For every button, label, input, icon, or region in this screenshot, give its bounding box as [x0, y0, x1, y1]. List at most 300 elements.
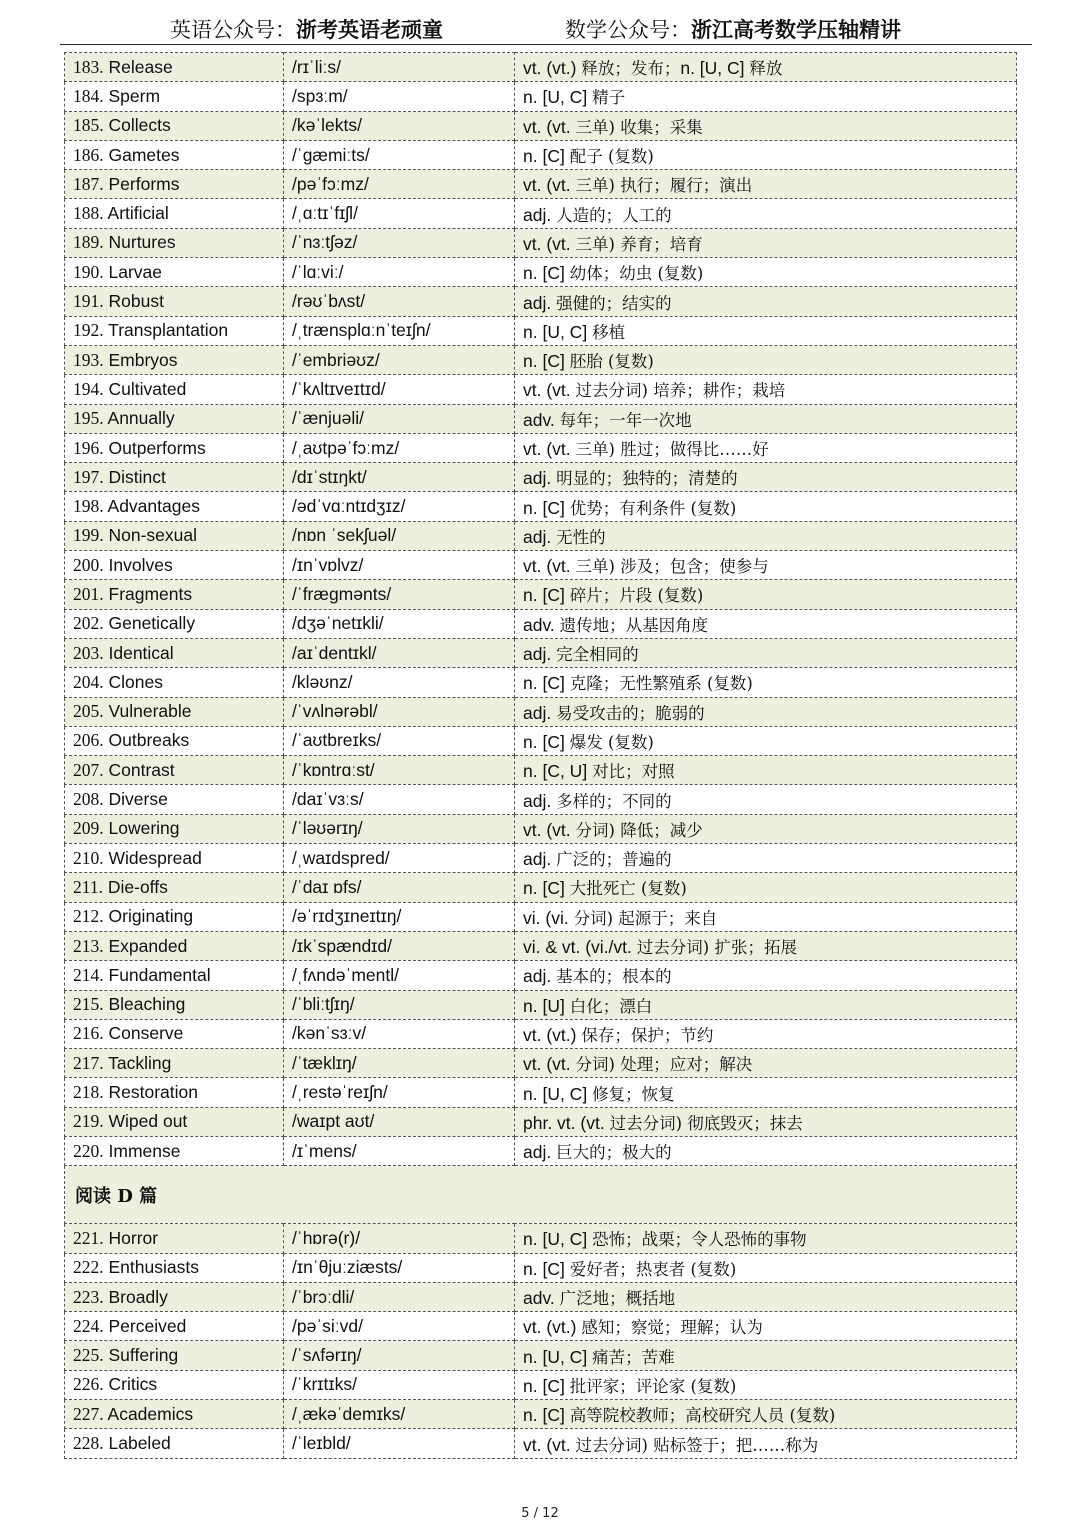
- entry-phonetic: /daɪˈvɜːs/: [292, 789, 364, 810]
- entry-pos: adj.: [523, 292, 552, 313]
- entry-pos: adj.: [523, 966, 552, 987]
- entry-word: Fragments: [108, 583, 193, 604]
- entry-number: 201.: [73, 583, 104, 604]
- vocab-table: [64, 52, 1017, 1459]
- entry-phonetic: /aɪˈdentɪkl/: [292, 642, 377, 663]
- word-cell: [65, 873, 284, 902]
- phonetic-cell: [284, 1370, 515, 1399]
- entry-meaning: 多样的；不同的: [556, 791, 672, 811]
- meaning-cell: [515, 1107, 1017, 1136]
- entry-phonetic: /ˈləʊərɪŋ/: [292, 818, 363, 839]
- entry-word: Gametes: [108, 144, 180, 165]
- word-cell: [65, 814, 284, 843]
- word-cell: [65, 668, 284, 697]
- meaning-cell: [515, 1253, 1017, 1282]
- phonetic-cell: [284, 1429, 515, 1458]
- phonetic-cell: [284, 170, 515, 199]
- entry-number: 184.: [73, 85, 104, 106]
- word-cell: [65, 140, 284, 169]
- entry-phonetic: /ˈnɜːtʃəz/: [292, 232, 358, 253]
- table-row: [65, 1019, 1017, 1048]
- entry-phonetic: /pəˈfɔːmz/: [292, 173, 369, 194]
- table-row: [65, 316, 1017, 345]
- entry-phonetic: /waɪpt aʊt/: [292, 1111, 375, 1132]
- entry-meaning: 分词) 处理；应对；解决: [575, 1055, 753, 1075]
- meaning-cell: [515, 1136, 1017, 1165]
- entry-phonetic: /ˈaʊtbreɪks/: [292, 730, 382, 751]
- table-row: [65, 902, 1017, 931]
- entry-number: 197.: [73, 466, 104, 487]
- phonetic-cell: [284, 258, 515, 287]
- math-account-label: 数学公众号：: [565, 18, 691, 42]
- word-cell: [65, 1253, 284, 1282]
- entry-phonetic: /ˈdaɪ ɒfs/: [292, 876, 362, 897]
- entry-pos: vt. (vt.): [523, 1317, 577, 1338]
- table-row: [65, 931, 1017, 960]
- entry-number: 209.: [73, 818, 104, 839]
- phonetic-cell: [284, 609, 515, 638]
- entry-meaning: 强健的；结实的: [556, 293, 672, 313]
- word-cell: [65, 902, 284, 931]
- word-cell: [65, 258, 284, 287]
- entry-word: Die-offs: [107, 876, 168, 897]
- entry-pos: n. [C]: [523, 1375, 565, 1396]
- math-account-name: 浙江高考数学压轴精讲: [691, 17, 901, 42]
- entry-meaning: 配子 (复数): [569, 147, 654, 167]
- entry-meaning: 易受攻击的；脆弱的: [556, 703, 705, 723]
- entry-meaning: 无性的: [556, 527, 606, 547]
- entry-meaning: 保存；保护；节约: [581, 1025, 714, 1045]
- word-cell: [65, 170, 284, 199]
- entry-phonetic: /ˈbrɔːdli/: [292, 1286, 355, 1307]
- table-row: [65, 111, 1017, 140]
- entry-meaning: 对比；对照: [592, 762, 675, 782]
- entry-phonetic: /ˈsʌfərɪŋ/: [292, 1345, 362, 1366]
- meaning-cell: [515, 990, 1017, 1019]
- entry-phonetic: /ˈhɒrə(r)/: [292, 1227, 361, 1248]
- entry-meaning: 碎片；片段 (复数): [569, 586, 704, 606]
- entry-phonetic: /kləʊnz/: [292, 671, 353, 692]
- meaning-cell: [515, 1429, 1017, 1458]
- entry-number: 227.: [73, 1403, 104, 1424]
- math-account: [565, 14, 901, 44]
- entry-pos: vt. (vt.: [523, 819, 571, 840]
- entry-word: Release: [108, 56, 173, 77]
- entry-word: Conserve: [108, 1023, 184, 1044]
- meaning-cell: [515, 1224, 1017, 1253]
- word-cell: [65, 199, 284, 228]
- entry-meaning: 感知；察觉；理解；认为: [581, 1318, 763, 1338]
- phonetic-cell: [284, 961, 515, 990]
- table-row: [65, 990, 1017, 1019]
- entry-number: 212.: [73, 906, 104, 927]
- entry-number: 196.: [73, 437, 104, 458]
- entry-number: 208.: [73, 789, 104, 810]
- phonetic-cell: [284, 287, 515, 316]
- entry-pos: vt. (vt.: [523, 1434, 571, 1455]
- entry-number: 213.: [73, 935, 104, 956]
- entry-phonetic: /ˌaʊtpəˈfɔːmz/: [292, 437, 400, 458]
- phonetic-cell: [284, 1078, 515, 1107]
- entry-word: Annually: [107, 408, 175, 429]
- entry-phonetic: /spɜːm/: [292, 85, 348, 106]
- entry-pos: n. [U, C]: [523, 1083, 588, 1104]
- table-row: [65, 140, 1017, 169]
- phonetic-cell: [284, 756, 515, 785]
- entry-number: 193.: [73, 349, 104, 370]
- entry-phonetic: /ɪnˈvɒlvz/: [292, 554, 364, 575]
- entry-meaning: 高等院校教师；高校研究人员 (复数): [569, 1406, 836, 1426]
- entry-word: Artificial: [107, 203, 169, 224]
- phonetic-cell: [284, 199, 515, 228]
- phonetic-cell: [284, 463, 515, 492]
- entry-word: Clones: [108, 671, 163, 692]
- entry-phonetic: /ˈkɒntrɑːst/: [292, 759, 375, 780]
- table-row: [65, 1107, 1017, 1136]
- entry-meaning-2: 释放: [749, 59, 783, 79]
- meaning-cell: [515, 375, 1017, 404]
- table-row: [65, 53, 1017, 82]
- entry-meaning: 释放；发布；: [581, 59, 681, 79]
- entry-pos: n. [U, C]: [523, 1346, 588, 1367]
- word-cell: [65, 1049, 284, 1078]
- entry-number: 224.: [73, 1315, 104, 1336]
- entry-number: 223.: [73, 1286, 104, 1307]
- phonetic-cell: [284, 1341, 515, 1370]
- entry-phonetic: /ˌrestəˈreɪʃn/: [292, 1082, 388, 1103]
- entry-word: Genetically: [108, 613, 196, 634]
- meaning-cell: [515, 170, 1017, 199]
- entry-number: 198.: [73, 496, 104, 517]
- entry-pos: adv.: [523, 409, 555, 430]
- entry-number: 221.: [73, 1227, 104, 1248]
- entry-pos: n. [U, C]: [523, 87, 588, 108]
- word-cell: [65, 1370, 284, 1399]
- entry-number: 183.: [73, 56, 104, 77]
- meaning-cell: [515, 492, 1017, 521]
- table-row: [65, 785, 1017, 814]
- phonetic-cell: [284, 726, 515, 755]
- entry-word: Horror: [108, 1227, 159, 1248]
- word-cell: [65, 756, 284, 785]
- meaning-cell: [515, 228, 1017, 257]
- entry-meaning: 过去分词) 培养；耕作；栽培: [575, 381, 786, 401]
- entry-phonetic: /ˌækəˈdemɪks/: [292, 1403, 406, 1424]
- table-row: [65, 82, 1017, 111]
- entry-meaning: 克隆；无性繁殖系 (复数): [569, 674, 753, 694]
- entry-word: Critics: [108, 1374, 158, 1395]
- entry-word: Identical: [108, 642, 174, 663]
- meaning-cell: [515, 1370, 1017, 1399]
- entry-pos: vt. (vt.: [523, 1054, 571, 1075]
- entry-number: 185.: [73, 115, 104, 136]
- phonetic-cell: [284, 668, 515, 697]
- entry-word: Suffering: [108, 1345, 179, 1366]
- entry-word: Tackling: [108, 1052, 172, 1073]
- meaning-cell: [515, 931, 1017, 960]
- word-cell: [65, 638, 284, 667]
- phonetic-cell: [284, 1400, 515, 1429]
- entry-meaning: 三单) 涉及；包含；使参与: [575, 557, 769, 577]
- meaning-cell: [515, 1400, 1017, 1429]
- entry-number: 216.: [73, 1023, 104, 1044]
- entry-word: Fundamental: [108, 964, 211, 985]
- table-row: [65, 580, 1017, 609]
- word-cell: [65, 726, 284, 755]
- entry-phonetic: /ˈkʌltɪveɪtɪd/: [292, 378, 386, 399]
- entry-pos: n. [C]: [523, 497, 565, 518]
- entry-number: 200.: [73, 554, 104, 575]
- entry-word: Vulnerable: [108, 701, 192, 722]
- word-cell: [65, 697, 284, 726]
- meaning-cell: [515, 814, 1017, 843]
- meaning-cell: [515, 1078, 1017, 1107]
- entry-phonetic: /ˈænjuəli/: [292, 408, 364, 429]
- word-cell: [65, 1429, 284, 1458]
- word-cell: [65, 345, 284, 374]
- table-row: [65, 961, 1017, 990]
- phonetic-cell: [284, 814, 515, 843]
- entry-phonetic: /rɪˈliːs/: [292, 56, 341, 77]
- entry-word: Originating: [108, 906, 194, 927]
- table-row: [65, 1224, 1017, 1253]
- section-title: 阅读 D 篇: [65, 1166, 1017, 1224]
- entry-phonetic: /ɪˈmens/: [292, 1140, 357, 1161]
- word-cell: [65, 228, 284, 257]
- entry-word: Advantages: [107, 496, 200, 517]
- word-cell: [65, 609, 284, 638]
- meaning-cell: [515, 404, 1017, 433]
- meaning-cell: [515, 53, 1017, 82]
- word-cell: [65, 1078, 284, 1107]
- table-row: [65, 463, 1017, 492]
- entry-number: 220.: [73, 1140, 104, 1161]
- meaning-cell: [515, 638, 1017, 667]
- entry-number: 188.: [73, 203, 104, 224]
- entry-number: 217.: [73, 1052, 104, 1073]
- entry-number: 211.: [73, 876, 103, 897]
- table-row: [65, 1429, 1017, 1458]
- table-row: [65, 433, 1017, 462]
- entry-pos-2: n. [U, C]: [680, 58, 745, 79]
- phonetic-cell: [284, 1049, 515, 1078]
- entry-number: 228.: [73, 1433, 104, 1453]
- entry-pos: adj.: [523, 849, 552, 870]
- entry-number: 202.: [73, 613, 104, 634]
- word-cell: [65, 1107, 284, 1136]
- entry-pos: n. [C]: [523, 673, 565, 694]
- meaning-cell: [515, 287, 1017, 316]
- table-row: [65, 404, 1017, 433]
- entry-meaning: 完全相同的: [556, 645, 639, 665]
- word-cell: [65, 844, 284, 873]
- entry-number: 218.: [73, 1082, 104, 1103]
- entry-pos: adj.: [523, 644, 552, 665]
- word-cell: [65, 551, 284, 580]
- phonetic-cell: [284, 1136, 515, 1165]
- word-cell: [65, 404, 284, 433]
- meaning-cell: [515, 1049, 1017, 1078]
- entry-meaning: 基本的；根本的: [556, 967, 672, 987]
- entry-phonetic: /ˌwaɪdspred/: [292, 847, 390, 868]
- entry-word: Perceived: [108, 1315, 187, 1336]
- phonetic-cell: [284, 53, 515, 82]
- entry-word: Involves: [108, 554, 173, 575]
- entry-number: 190.: [73, 261, 104, 282]
- table-row: [65, 814, 1017, 843]
- entry-word: Academics: [107, 1403, 194, 1424]
- entry-pos: vt. (vt.): [523, 58, 577, 79]
- entry-meaning: 分词) 降低；减少: [575, 820, 703, 840]
- phonetic-cell: [284, 433, 515, 462]
- meaning-cell: [515, 756, 1017, 785]
- phonetic-cell: [284, 1253, 515, 1282]
- phonetic-cell: [284, 375, 515, 404]
- entry-phonetic: /ˈembriəʊz/: [292, 349, 380, 370]
- entry-meaning: 修复；恢复: [592, 1084, 675, 1104]
- entry-word: Wiped out: [108, 1111, 188, 1132]
- meaning-cell: [515, 316, 1017, 345]
- table-row: [65, 1049, 1017, 1078]
- entry-pos: n. [U, C]: [523, 321, 588, 342]
- table-row: [65, 287, 1017, 316]
- entry-number: 210.: [73, 847, 104, 868]
- meaning-cell: [515, 873, 1017, 902]
- entry-number: 203.: [73, 642, 104, 663]
- entry-pos: adj.: [523, 468, 552, 489]
- meaning-cell: [515, 345, 1017, 374]
- table-row: [65, 726, 1017, 755]
- entry-meaning: 广泛地；概括地: [559, 1289, 676, 1309]
- entry-number: 206.: [73, 730, 104, 751]
- meaning-cell: [515, 1312, 1017, 1341]
- table-row: [65, 697, 1017, 726]
- entry-word: Non-sexual: [108, 525, 198, 546]
- entry-number: 225.: [73, 1345, 104, 1366]
- phonetic-cell: [284, 638, 515, 667]
- entry-phonetic: /ˈɡæmiːts/: [292, 144, 370, 165]
- table-row: [65, 375, 1017, 404]
- entry-word: Bleaching: [108, 994, 186, 1015]
- entry-number: 192.: [73, 320, 104, 341]
- word-cell: [65, 1224, 284, 1253]
- entry-pos: vt. (vt.: [523, 380, 571, 401]
- entry-word: Diverse: [108, 789, 168, 810]
- word-cell: [65, 287, 284, 316]
- word-cell: [65, 1282, 284, 1311]
- entry-number: 195.: [73, 408, 104, 429]
- entry-phonetic: /ˌfʌndəˈmentl/: [292, 964, 399, 985]
- phonetic-cell: [284, 1282, 515, 1311]
- table-row: [65, 170, 1017, 199]
- table-row: [65, 609, 1017, 638]
- table-row: [65, 668, 1017, 697]
- word-cell: [65, 375, 284, 404]
- meaning-cell: [515, 609, 1017, 638]
- entry-pos: vi. (vi.: [523, 907, 569, 928]
- meaning-cell: [515, 844, 1017, 873]
- entry-pos: n. [C]: [523, 146, 565, 167]
- entry-word: Expanded: [108, 935, 188, 956]
- english-account-label: 英语公众号：: [170, 18, 296, 42]
- word-cell: [65, 1019, 284, 1048]
- entry-word: Lowering: [108, 818, 180, 839]
- meaning-cell: [515, 580, 1017, 609]
- entry-word: Immense: [108, 1140, 181, 1161]
- word-cell: [65, 990, 284, 1019]
- entry-number: 205.: [73, 701, 104, 722]
- word-cell: [65, 1400, 284, 1429]
- page-header: [60, 10, 1032, 45]
- entry-meaning: 恐怖；战栗；令人恐怖的事物: [592, 1230, 807, 1250]
- entry-pos: vt. (vt.): [523, 1024, 577, 1045]
- entry-meaning: 爆发 (复数): [569, 732, 654, 752]
- entry-pos: n. [C]: [523, 351, 565, 372]
- entry-pos: n. [C, U]: [523, 761, 588, 782]
- entry-number: 189.: [73, 232, 104, 253]
- entry-phonetic: /ˈbliːtʃɪŋ/: [292, 994, 355, 1015]
- meaning-cell: [515, 668, 1017, 697]
- entry-phonetic: /ɪnˈθjuːziæsts/: [292, 1257, 403, 1278]
- entry-phonetic: /ˈfræɡmənts/: [292, 583, 392, 604]
- table-row: [65, 1312, 1017, 1341]
- entry-number: 187.: [73, 173, 104, 194]
- meaning-cell: [515, 258, 1017, 287]
- entry-pos: n. [U]: [523, 995, 565, 1016]
- entry-phonetic: /dʒəˈnetɪkli/: [292, 613, 384, 634]
- meaning-cell: [515, 521, 1017, 550]
- table-row: [65, 551, 1017, 580]
- table-row: [65, 492, 1017, 521]
- table-row: [65, 1078, 1017, 1107]
- word-cell: [65, 111, 284, 140]
- entry-meaning: 大批死亡 (复数): [569, 879, 687, 899]
- table-row: [65, 638, 1017, 667]
- entry-meaning: 胚胎 (复数): [569, 352, 654, 372]
- entry-meaning: 三单) 养育；培育: [575, 234, 703, 254]
- entry-phonetic: /ˈleɪbld/: [292, 1433, 351, 1453]
- word-cell: [65, 931, 284, 960]
- entry-meaning: 巨大的；极大的: [556, 1143, 672, 1163]
- entry-meaning: 移植: [592, 322, 626, 342]
- phonetic-cell: [284, 1107, 515, 1136]
- phonetic-cell: [284, 82, 515, 111]
- entry-phonetic: /kənˈsɜːv/: [292, 1023, 367, 1044]
- entry-word: Performs: [108, 173, 180, 194]
- entry-pos: vt. (vt.: [523, 556, 571, 577]
- word-cell: [65, 785, 284, 814]
- entry-word: Robust: [108, 291, 164, 312]
- entry-meaning: 过去分词) 彻底毁灭；抹去: [609, 1113, 803, 1133]
- table-row: [65, 756, 1017, 785]
- meaning-cell: [515, 902, 1017, 931]
- phonetic-cell: [284, 990, 515, 1019]
- entry-pos: n. [U, C]: [523, 1229, 588, 1250]
- entry-meaning: 过去分词) 贴标签于；把……称为: [575, 1435, 819, 1455]
- entry-meaning: 三单) 胜过；做得比……好: [575, 440, 769, 459]
- phonetic-cell: [284, 697, 515, 726]
- word-cell: [65, 1341, 284, 1370]
- meaning-cell: [515, 961, 1017, 990]
- english-account: [170, 14, 443, 44]
- meaning-cell: [515, 1282, 1017, 1311]
- meaning-cell: [515, 82, 1017, 111]
- meaning-cell: [515, 551, 1017, 580]
- entry-pos: adj.: [523, 526, 552, 547]
- meaning-cell: [515, 111, 1017, 140]
- meaning-cell: [515, 726, 1017, 755]
- entry-pos: phr. vt. (vt.: [523, 1112, 605, 1133]
